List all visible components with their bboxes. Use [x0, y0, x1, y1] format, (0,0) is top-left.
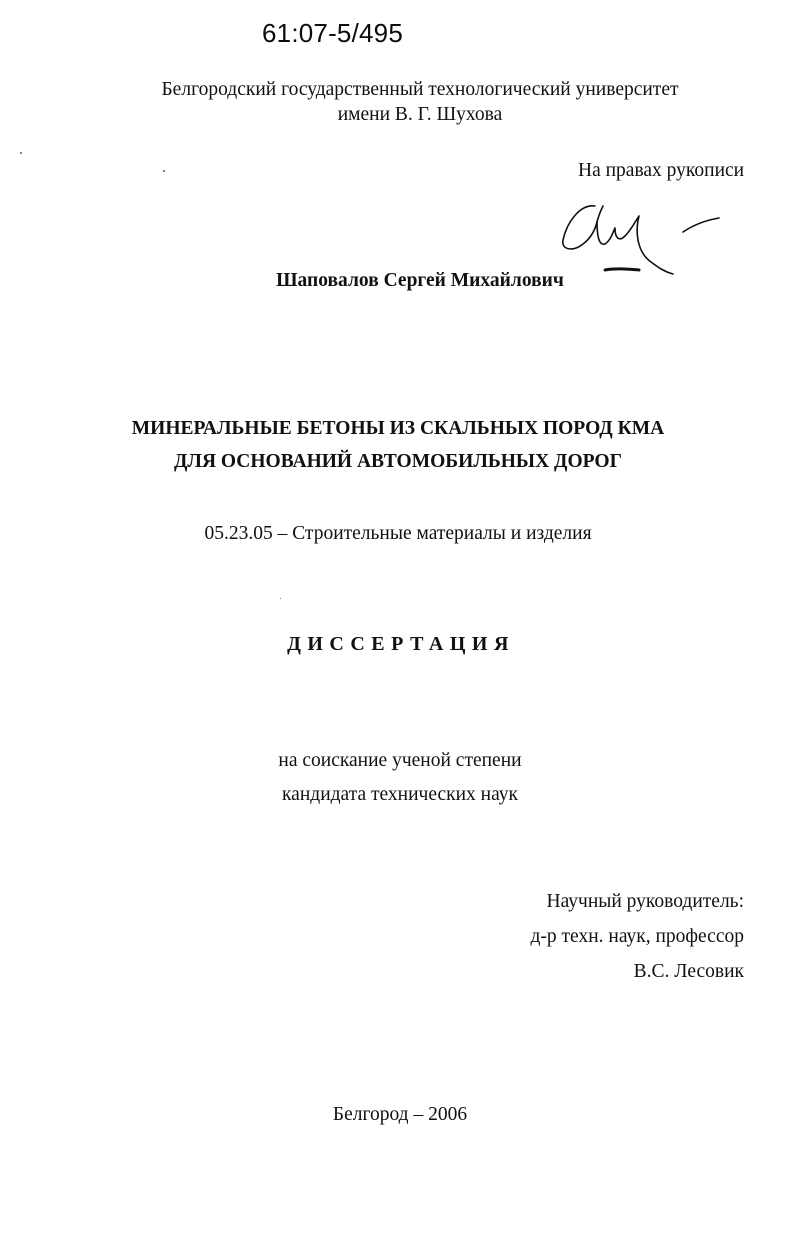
- degree-line-2: кандидата технических наук: [282, 784, 518, 805]
- supervisor-title: д-р техн. наук, профессор: [530, 926, 744, 947]
- scan-speck: [163, 170, 165, 172]
- catalog-number: 61:07-5/495: [262, 18, 403, 48]
- title-line-1: МИНЕРАЛЬНЫЕ БЕТОНЫ ИЗ СКАЛЬНЫХ ПОРОД КМА: [131, 418, 665, 439]
- rights-notice: На правах рукописи: [578, 160, 745, 181]
- signature-icon: [555, 192, 735, 282]
- dissertation-title: [0, 412, 796, 478]
- place-year: Белгород – 2006: [332, 1104, 468, 1125]
- supervisor-block: [531, 884, 745, 989]
- specialty-code: 05.23.05 – Строительные материалы и изделия: [204, 523, 592, 544]
- degree-line-1: на соискание ученой степени: [278, 750, 522, 771]
- author-name: Шаповалов Сергей Михайлович: [276, 270, 564, 291]
- scan-speck: [280, 598, 281, 599]
- university-line-2: имени В. Г. Шухова: [337, 104, 503, 125]
- document-type: ДИССЕРТАЦИЯ: [287, 633, 515, 655]
- scan-speck: [20, 152, 22, 154]
- university-name: [22, 77, 796, 127]
- supervisor-name: В.С. Лесовик: [633, 961, 744, 982]
- university-line-1: Белгородский государственный технологический университет: [161, 79, 679, 100]
- supervisor-label: Научный руководитель:: [546, 891, 744, 912]
- title-line-2: ДЛЯ ОСНОВАНИЙ АВТОМОБИЛЬНЫХ ДОРОГ: [174, 451, 622, 472]
- degree-sought: [2, 744, 796, 812]
